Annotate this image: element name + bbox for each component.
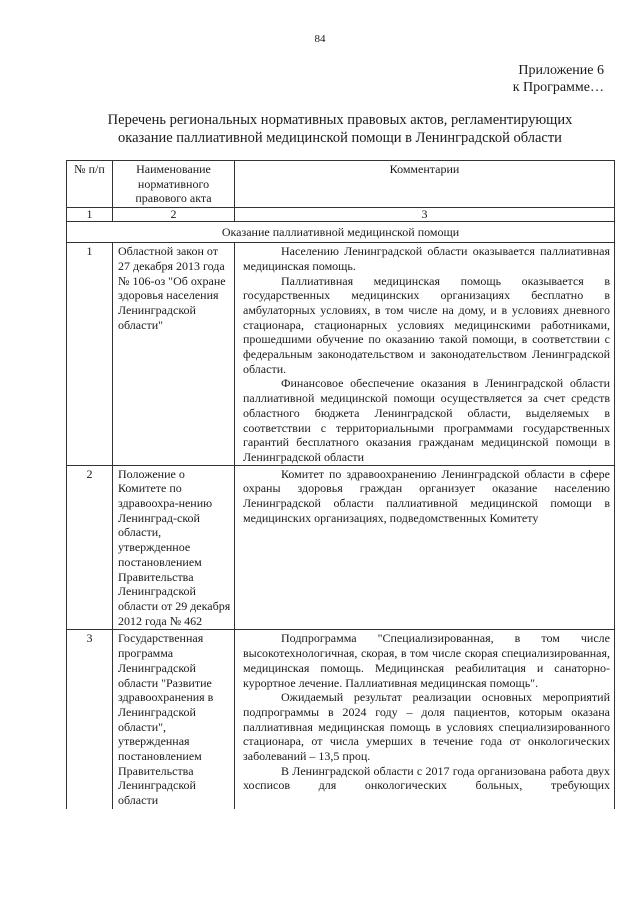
comment-paragraph: Ожидаемый результат реализации основных мероприятий подпрограммы в 2024 году – доля пациентов, которым оказана паллиативная медицинская помощь в условиях специализированного стационара, от числа умерших в течение года от онкологических заболеваний – 13,5 проц. — [243, 690, 610, 764]
document-title-line-2: оказание паллиативной медицинской помощи в Ленинградской области — [118, 130, 562, 146]
document-title — [60, 111, 620, 147]
comment-paragraph: Подпрограмма "Специализированная, в том числе высокотехнологичная, скорая, в том числе скорая специализированная, медицинская помощь. Медицинская реабилитация и санаторно-курортное лечение. Паллиативная медицинская помощь". — [243, 631, 610, 690]
act-name: Государственная программа Ленинградской области "Развитие здравоохранения в Ленинградской области", утвержденная постановлением Правительства Ленинградской области — [113, 630, 235, 809]
act-comments — [235, 630, 615, 809]
comment-paragraph: Финансовое обеспечение оказания в Ленинградской области паллиативной медицинской помощи осуществляется за счет средств областного бюджета Ленинградской области, выделяемых в соответствии с территориальными программами государственных гарантий бесплатного оказания гражданам медицинской помощи в Ленинградской области — [243, 376, 610, 464]
act-name: Положение о Комитете по здравоохра-нению Ленинград-ской области, утвержденное постановлением Правительства Ленинградской области от 29 декабря 2012 года № 462 — [113, 465, 235, 630]
comment-paragraph: Населению Ленинградской области оказывается паллиативная медицинская помощь. — [243, 244, 610, 273]
table-header-row — [67, 161, 615, 208]
comment-paragraph: Паллиативная медицинская помощь оказывается в государственных медицинских организациях бесплатно в амбулаторных условиях, в том числе на дому, и в условиях дневного стационара, стационарных условиях медицинскими работниками, прошедшими обучение по оказанию такой помощи, в соответствии с федеральным законодательством и законодательством Ленинградской области. — [243, 273, 610, 376]
table-row — [67, 243, 615, 466]
act-comments — [235, 465, 615, 630]
column-number: 1 — [67, 208, 113, 222]
section-row — [67, 222, 615, 243]
section-title: Оказание паллиативной медицинской помощи — [67, 222, 615, 243]
table-row — [67, 465, 615, 630]
act-name: Областной закон от 27 декабря 2013 года № 106-оз "Об охране здоровья населения Ленинградской области" — [113, 243, 235, 466]
regulations-table — [66, 160, 615, 809]
column-number-row — [67, 208, 615, 222]
document-title-line-1: Перечень региональных нормативных правовых актов, регламентирующих — [107, 112, 573, 128]
appendix-label — [513, 62, 604, 96]
table-row — [67, 630, 615, 809]
comment-paragraph: В Ленинградской области с 2017 года организована работа двух хосписов для онкологических больных, требующих — [243, 763, 610, 793]
column-number: 3 — [235, 208, 615, 222]
header-num: № п/п — [67, 161, 113, 208]
appendix-line-1: Приложение 6 — [518, 63, 604, 78]
header-comments: Комментарии — [235, 161, 615, 208]
act-comments — [235, 243, 615, 466]
column-number: 2 — [113, 208, 235, 222]
page-number: 84 — [314, 33, 326, 45]
header-name: Наименование нормативного правового акта — [113, 161, 235, 208]
row-number: 3 — [67, 630, 113, 809]
row-number: 1 — [67, 243, 113, 466]
appendix-line-2: к Программе… — [512, 80, 604, 95]
row-number: 2 — [67, 465, 113, 630]
comment-paragraph: Комитет по здравоохранению Ленинградской области в сфере охраны здоровья граждан организует оказание населению Ленинградской области паллиативной медицинской помощи в медицинских организациях, подведомственных Комитету — [243, 466, 610, 525]
